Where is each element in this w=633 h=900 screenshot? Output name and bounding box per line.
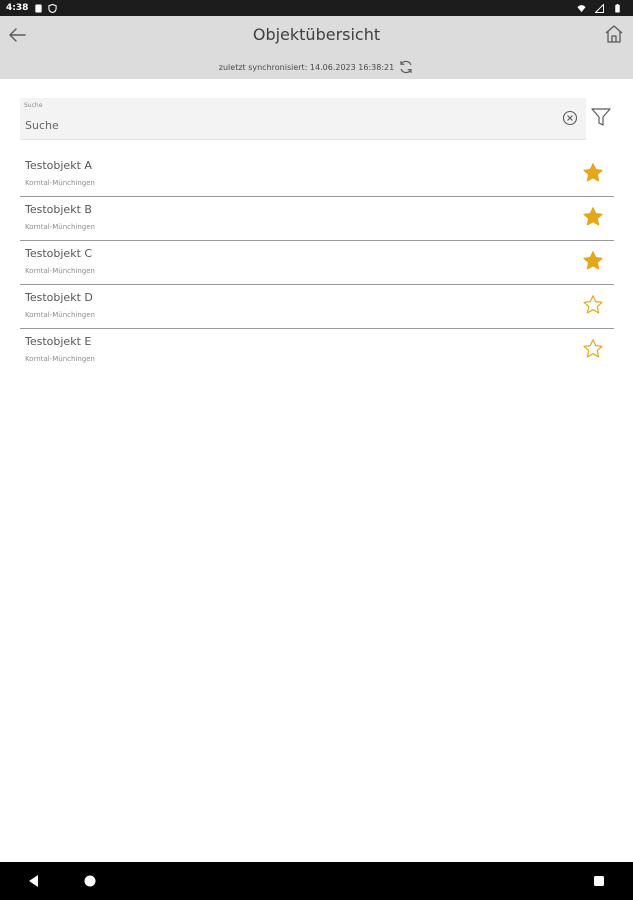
sync-status bbox=[0, 59, 633, 75]
nav-back-icon[interactable] bbox=[26, 873, 42, 889]
list-item[interactable] bbox=[20, 153, 614, 197]
search-field bbox=[20, 98, 586, 140]
star-filled-icon[interactable] bbox=[582, 206, 604, 228]
status-time: 4:38 bbox=[6, 3, 29, 13]
object-name: Testobjekt E bbox=[25, 335, 92, 348]
list-item[interactable] bbox=[20, 241, 614, 285]
object-name: Testobjekt C bbox=[25, 247, 93, 260]
wifi-icon bbox=[577, 4, 586, 13]
star-outline-icon[interactable] bbox=[582, 338, 604, 360]
signal-icon bbox=[595, 4, 604, 13]
object-location: Korntal-Münchingen bbox=[25, 267, 95, 275]
star-filled-icon[interactable] bbox=[582, 162, 604, 184]
refresh-icon[interactable] bbox=[398, 59, 414, 75]
sim-card-icon bbox=[34, 4, 43, 13]
status-bar bbox=[0, 0, 633, 16]
search-input[interactable] bbox=[25, 116, 545, 134]
object-location: Korntal-Münchingen bbox=[25, 311, 95, 319]
filter-icon[interactable] bbox=[590, 106, 612, 128]
object-name: Testobjekt A bbox=[25, 159, 92, 172]
nav-recents-icon[interactable] bbox=[591, 873, 607, 889]
sync-status-text: zuletzt synchronisiert: 14.06.2023 16:38:21 bbox=[218, 62, 395, 72]
object-location: Korntal-Münchingen bbox=[25, 179, 95, 187]
object-name: Testobjekt D bbox=[25, 291, 93, 304]
object-location: Korntal-Münchingen bbox=[25, 355, 95, 363]
search-label: Suche bbox=[24, 102, 43, 109]
object-list bbox=[20, 153, 614, 373]
app-header bbox=[0, 16, 633, 79]
home-icon[interactable] bbox=[603, 23, 625, 45]
status-right-group bbox=[577, 4, 627, 13]
battery-icon bbox=[613, 4, 622, 13]
shield-icon bbox=[48, 4, 57, 13]
list-item[interactable] bbox=[20, 329, 614, 373]
nav-home-icon[interactable] bbox=[82, 873, 98, 889]
object-name: Testobjekt B bbox=[25, 203, 92, 216]
list-item[interactable] bbox=[20, 285, 614, 329]
list-item[interactable] bbox=[20, 197, 614, 241]
page-title: Objektübersicht bbox=[252, 25, 381, 44]
clear-circle-icon[interactable] bbox=[562, 110, 578, 126]
star-filled-icon[interactable] bbox=[582, 250, 604, 272]
star-outline-icon[interactable] bbox=[582, 294, 604, 316]
object-location: Korntal-Münchingen bbox=[25, 223, 95, 231]
system-nav-bar bbox=[0, 862, 633, 900]
